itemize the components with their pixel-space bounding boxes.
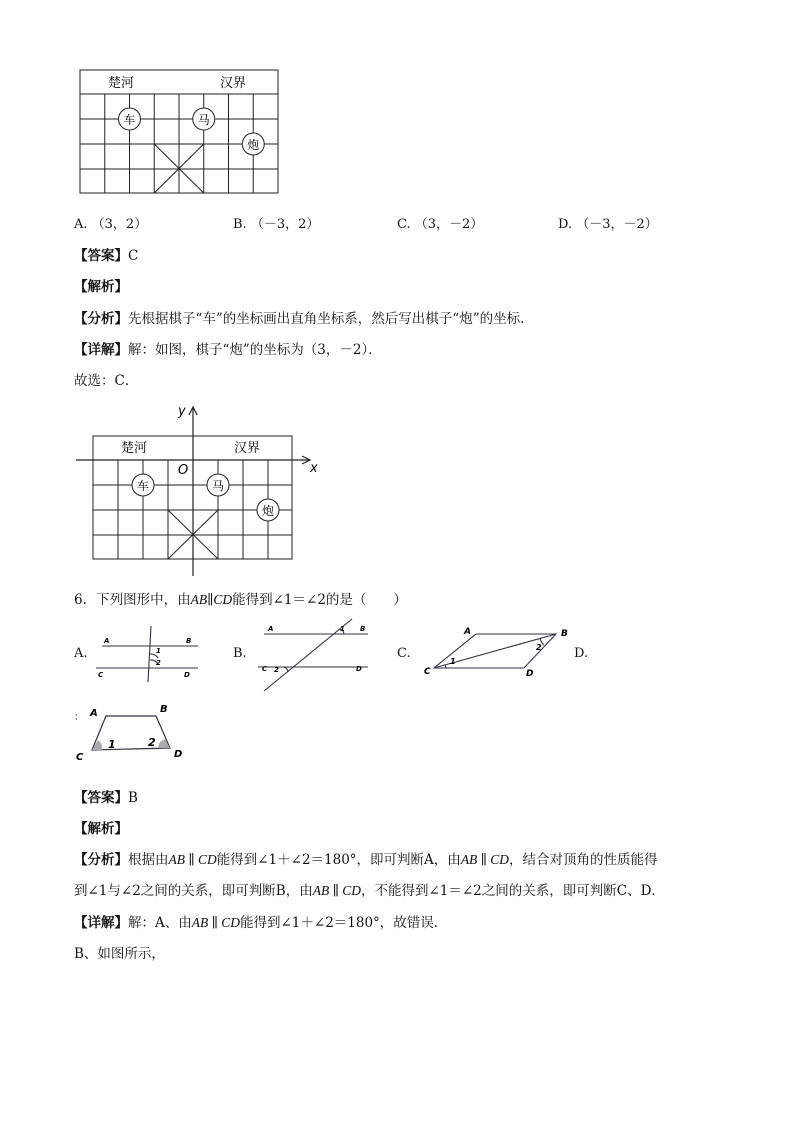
- q6-fenxi-5: ，不能得到∠1＝∠2之间的关系，即可判断C、D．: [360, 883, 665, 899]
- q6-stem-pre: 6．下列图形中，由: [74, 592, 191, 608]
- xiangjie-tag: 【详解】: [74, 342, 128, 358]
- q6-fenxi-tag: 【分析】: [74, 852, 128, 868]
- xiangjie-text: 解：如图，棋子“炮”的坐标为（3，－2）．: [128, 342, 382, 358]
- figb-label-2: 2: [274, 666, 279, 674]
- figd-label-d: D: [174, 749, 183, 760]
- q6-analysis-heading: [74, 817, 128, 837]
- figa-label-b: B: [186, 637, 192, 645]
- board2-left-title: 楚河: [121, 441, 148, 456]
- answer-tag: 【答案】: [74, 248, 128, 264]
- figb-label-c: C: [262, 665, 268, 673]
- q5-fenxi: [74, 307, 534, 327]
- fenxi-tag: 【分析】: [74, 311, 128, 327]
- chess-board-figure-2: [74, 398, 324, 580]
- q6-option-d-colon: ：: [74, 712, 84, 723]
- x-axis-label: x: [310, 461, 318, 476]
- q6-ab: AB: [190, 592, 208, 607]
- figc-label-c: C: [424, 667, 431, 677]
- q6-figure-c: [420, 624, 580, 680]
- y-axis-label: y: [178, 404, 186, 419]
- board2-piece-ma: 马: [211, 479, 225, 493]
- q6-xiangjie: [74, 911, 447, 931]
- q6-xiangjie-abcd: AB ∥ CD: [191, 915, 240, 930]
- q5-xiangjie: [74, 338, 382, 358]
- q6-b-line: B、如图所示，: [74, 946, 165, 962]
- q6-answer-value: B: [128, 790, 138, 806]
- figd-label-c: C: [76, 752, 84, 763]
- figa-label-d: D: [184, 671, 190, 679]
- q6-figure-b: [256, 617, 372, 695]
- q6-option-a-label: A.: [74, 646, 88, 661]
- q6-stem: [74, 588, 407, 608]
- q6-fenxi-4: 到∠1与∠2之间的关系，即可判断B，由: [74, 883, 313, 899]
- board1-right-title: 汉界: [220, 76, 247, 91]
- q5-choice: 故选：C．: [74, 373, 139, 389]
- piece-che: 车: [123, 113, 136, 127]
- figc-label-d: D: [526, 669, 534, 679]
- answer-value: C: [128, 248, 139, 264]
- q6-xiangjie-tag: 【详解】: [74, 915, 128, 931]
- q6-figure-a: [94, 624, 204, 686]
- option-b: B. （－3，2）: [233, 217, 320, 232]
- figd-label-2: 2: [148, 736, 156, 749]
- figd-label-b: B: [160, 704, 168, 715]
- fenxi-text: 先根据棋子“车”的坐标画出直角坐标系，然后写出棋子“炮”的坐标．: [128, 311, 534, 327]
- figc-label-1: 1: [450, 657, 456, 666]
- chess-board-figure-1: [78, 68, 282, 196]
- figc-label-2: 2: [536, 643, 542, 652]
- q6-fenxi-line2: [74, 879, 665, 899]
- q6-fenxi-abcd-1: AB ∥ CD: [168, 852, 217, 867]
- q6-fenxi-3: ，结合对顶角的性质能得: [509, 852, 658, 868]
- q5-analysis-heading: [74, 275, 128, 295]
- option-a: A. （3，2）: [74, 217, 148, 232]
- figd-label-a: A: [90, 708, 98, 719]
- figa-label-1: 1: [156, 647, 161, 655]
- figb-label-d: D: [356, 665, 362, 673]
- q6-par: ∥: [207, 592, 214, 608]
- board2-piece-pao: 炮: [261, 504, 275, 518]
- q5-answer: [74, 244, 138, 264]
- q6-fenxi-2: 能得到∠1＋∠2＝180°，即可判断A，由: [216, 852, 461, 868]
- figd-label-1: 1: [108, 738, 116, 751]
- q6-analysis-tag: 【解析】: [74, 821, 128, 837]
- q6-option-c-label: C.: [397, 646, 411, 661]
- figb-label-a: A: [268, 625, 274, 633]
- piece-pao: 炮: [247, 138, 260, 152]
- q6-fenxi-abcd-2: AB ∥ CD: [460, 852, 510, 867]
- q6-stem-post: 能得到∠1＝∠2的是（ ）: [232, 592, 407, 608]
- q6-fenxi-abcd-3: AB ∥ CD: [312, 883, 361, 898]
- board1-left-title: 楚河: [108, 76, 135, 91]
- q6-option-d-label: D.: [574, 646, 589, 661]
- q6-fenxi-1: 根据由: [128, 852, 169, 868]
- figb-label-1: 1: [340, 625, 345, 633]
- origin-label: O: [178, 463, 189, 478]
- q6-xiangjie-1: 解：A、由: [128, 915, 192, 931]
- board2-piece-che: 车: [136, 479, 150, 493]
- q6-xiangjie-2: 能得到∠1＋∠2＝180°，故错误．: [239, 915, 448, 931]
- figc-label-b: B: [561, 629, 568, 639]
- figa-label-c: C: [98, 671, 104, 679]
- board2-right-title: 汉界: [234, 441, 261, 456]
- q6-answer: [74, 786, 138, 806]
- figc-label-a: A: [464, 627, 471, 637]
- option-d: D. （－3，－2）: [558, 217, 658, 232]
- analysis-tag: 【解析】: [74, 279, 128, 295]
- piece-ma: 马: [197, 113, 210, 127]
- option-c: C. （3，－2）: [397, 217, 484, 232]
- figb-label-b: B: [360, 625, 366, 633]
- figa-label-a: A: [104, 637, 110, 645]
- q6-answer-tag: 【答案】: [74, 790, 128, 806]
- q6-option-b-label: B.: [233, 646, 247, 661]
- q6-cd: CD: [213, 592, 233, 607]
- q6-fenxi-line1: [74, 848, 658, 868]
- q6-figure-d: [74, 700, 190, 764]
- figa-label-2: 2: [156, 659, 161, 667]
